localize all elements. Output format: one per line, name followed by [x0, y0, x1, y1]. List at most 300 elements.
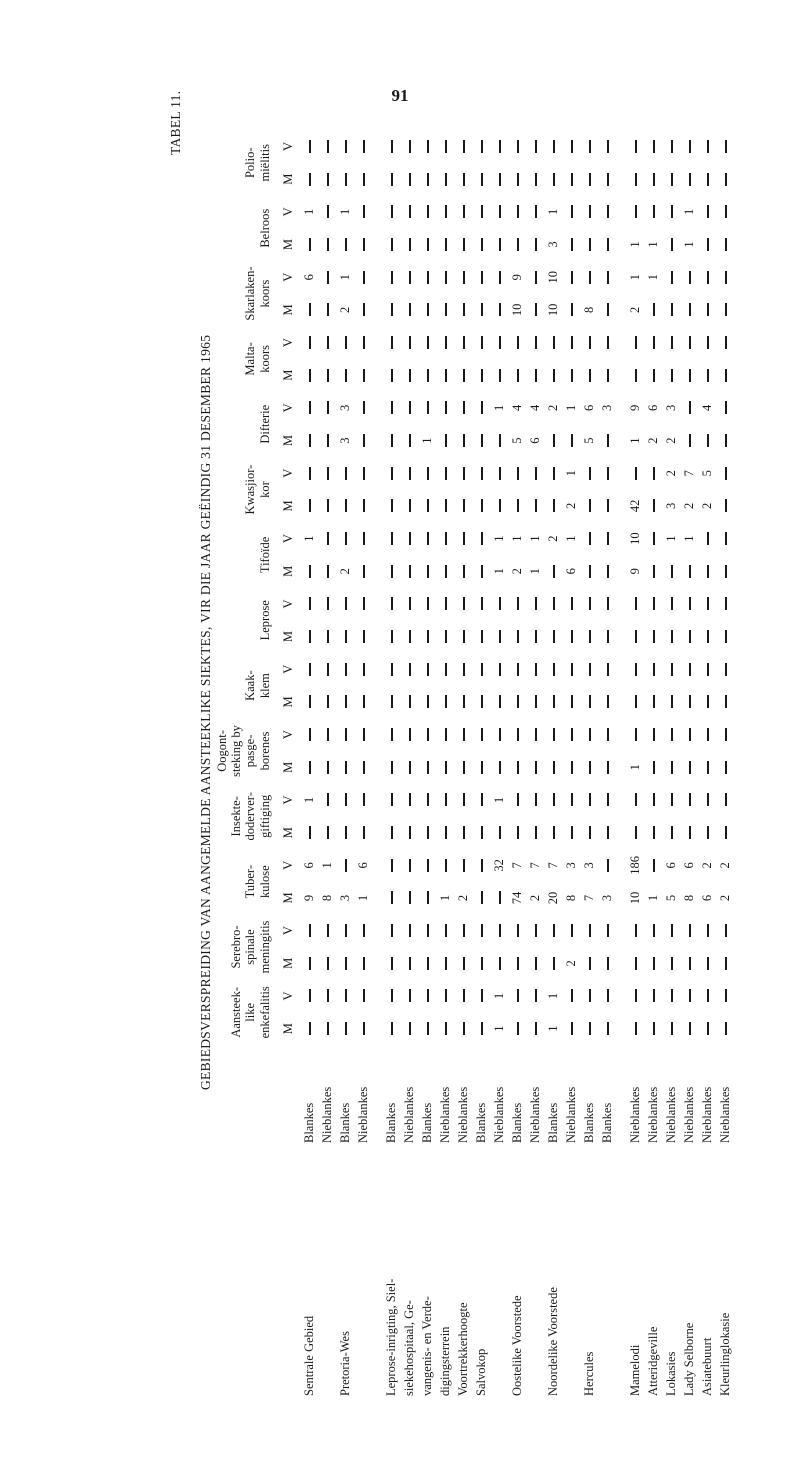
- empty-cell-dash: [580, 718, 598, 751]
- empty-cell-dash: [580, 914, 598, 947]
- dash-mark: [391, 761, 392, 774]
- empty-cell-dash: [526, 163, 544, 196]
- dash-mark: [571, 630, 572, 643]
- dash-mark: [309, 467, 310, 480]
- empty-cell-dash: [716, 588, 734, 621]
- empty-cell-dash: [662, 163, 680, 196]
- dash-mark: [725, 957, 726, 970]
- dash-mark: [499, 761, 500, 774]
- dash-mark: [481, 434, 482, 447]
- empty-cell-dash: [454, 947, 472, 980]
- dash-mark: [427, 173, 428, 186]
- empty-cell-dash: [400, 522, 418, 555]
- empty-cell-dash: [544, 718, 562, 751]
- empty-cell-dash: [300, 130, 318, 163]
- dash-mark: [689, 663, 690, 676]
- empty-cell-dash: [508, 130, 526, 163]
- empty-cell-dash: [454, 784, 472, 817]
- dash-mark: [427, 793, 428, 806]
- dash-mark: [653, 663, 654, 676]
- empty-cell-dash: [598, 555, 616, 588]
- empty-cell-dash: [544, 751, 562, 784]
- dash-mark: [671, 140, 672, 153]
- empty-cell-dash: [318, 816, 336, 849]
- count-cell: 1: [627, 437, 642, 444]
- dash-mark: [409, 532, 410, 545]
- population-label: Blankes: [419, 1102, 434, 1143]
- dash-mark: [653, 859, 654, 872]
- dash-mark: [327, 663, 328, 676]
- dash-mark: [327, 303, 328, 316]
- empty-cell-dash: [490, 228, 508, 261]
- empty-cell-dash: [698, 294, 716, 327]
- empty-cell-dash: [580, 784, 598, 817]
- dash-mark: [345, 728, 346, 741]
- empty-cell-dash: [354, 326, 372, 359]
- empty-cell-dash: [318, 490, 336, 523]
- empty-cell-dash: [318, 980, 336, 1013]
- empty-cell-dash: [580, 555, 598, 588]
- empty-cell-dash: [644, 653, 662, 686]
- empty-cell-dash: [716, 359, 734, 392]
- empty-cell-dash: [300, 424, 318, 457]
- empty-cell-dash: [562, 261, 580, 294]
- dash-mark: [327, 761, 328, 774]
- dash-mark: [327, 140, 328, 153]
- empty-cell-dash: [526, 588, 544, 621]
- empty-cell-dash: [508, 457, 526, 490]
- empty-cell-dash: [716, 947, 734, 980]
- dash-mark: [725, 761, 726, 774]
- dash-mark: [671, 728, 672, 741]
- empty-cell-dash: [454, 490, 472, 523]
- count-cell: 186: [627, 855, 642, 875]
- empty-cell-dash: [680, 718, 698, 751]
- empty-cell-dash: [698, 620, 716, 653]
- empty-cell-dash: [300, 228, 318, 261]
- dash-mark: [327, 336, 328, 349]
- dash-mark: [345, 369, 346, 382]
- empty-cell-dash: [354, 686, 372, 719]
- empty-cell-dash: [336, 653, 354, 686]
- dash-mark: [391, 336, 392, 349]
- dash-mark: [409, 565, 410, 578]
- empty-cell-dash: [418, 882, 436, 915]
- dash-mark: [725, 401, 726, 414]
- empty-cell-dash: [490, 914, 508, 947]
- dash-mark: [517, 924, 518, 937]
- dash-mark: [445, 271, 446, 284]
- dash-mark: [391, 369, 392, 382]
- dash-mark: [725, 695, 726, 708]
- dash-mark: [635, 205, 636, 218]
- table-row: [662, 130, 680, 1400]
- dash-mark: [689, 173, 690, 186]
- dash-mark: [653, 499, 654, 512]
- empty-cell-dash: [698, 588, 716, 621]
- dash-mark: [463, 793, 464, 806]
- count-cell: 6: [301, 274, 316, 281]
- dash-mark: [463, 532, 464, 545]
- empty-cell-dash: [418, 1012, 436, 1045]
- dash-mark: [363, 467, 364, 480]
- empty-cell-dash: [662, 718, 680, 751]
- dash-mark: [327, 728, 328, 741]
- table-row: [300, 130, 318, 1400]
- dash-mark: [653, 532, 654, 545]
- count-cell: 1: [663, 535, 678, 542]
- dash-mark: [607, 1022, 608, 1035]
- empty-cell-dash: [490, 424, 508, 457]
- empty-cell-dash: [598, 1012, 616, 1045]
- dash-mark: [589, 532, 590, 545]
- dash-mark: [445, 532, 446, 545]
- dash-mark: [345, 173, 346, 186]
- count-cell: 1: [437, 894, 452, 902]
- count-cell: 1: [563, 404, 578, 412]
- empty-cell-dash: [662, 653, 680, 686]
- empty-cell-dash: [644, 751, 662, 784]
- dash-mark: [635, 663, 636, 676]
- empty-cell-dash: [544, 424, 562, 457]
- dash-mark: [535, 336, 536, 349]
- empty-cell-dash: [716, 686, 734, 719]
- dash-mark: [571, 205, 572, 218]
- dash-mark: [499, 695, 500, 708]
- empty-cell-dash: [626, 359, 644, 392]
- empty-cell-dash: [580, 130, 598, 163]
- dash-mark: [707, 369, 708, 382]
- empty-cell-dash: [382, 718, 400, 751]
- dash-mark: [345, 761, 346, 774]
- empty-cell-dash: [472, 490, 490, 523]
- empty-cell-dash: [300, 980, 318, 1013]
- dash-mark: [463, 271, 464, 284]
- empty-cell-dash: [580, 196, 598, 229]
- empty-cell-dash: [562, 1012, 580, 1045]
- dash-mark: [391, 728, 392, 741]
- dash-mark: [707, 205, 708, 218]
- dash-mark: [671, 630, 672, 643]
- dash-mark: [689, 957, 690, 970]
- dash-mark: [499, 597, 500, 610]
- dash-mark: [363, 761, 364, 774]
- empty-cell-dash: [698, 751, 716, 784]
- count-cell: 1: [681, 208, 696, 215]
- dash-mark: [363, 238, 364, 251]
- dash-mark: [427, 761, 428, 774]
- dash-mark: [607, 140, 608, 153]
- empty-cell-dash: [716, 490, 734, 523]
- count-cell: 4: [509, 404, 524, 412]
- empty-cell-dash: [626, 457, 644, 490]
- empty-cell-dash: [490, 718, 508, 751]
- dash-mark: [689, 336, 690, 349]
- dash-mark: [391, 532, 392, 545]
- empty-cell-dash: [598, 326, 616, 359]
- empty-cell-dash: [680, 555, 698, 588]
- empty-cell-dash: [382, 653, 400, 686]
- dash-mark: [653, 205, 654, 218]
- dash-mark: [391, 793, 392, 806]
- empty-cell-dash: [472, 228, 490, 261]
- empty-cell-dash: [336, 457, 354, 490]
- dash-mark: [481, 990, 482, 1003]
- empty-cell-dash: [662, 620, 680, 653]
- count-cell: 3: [545, 241, 560, 248]
- count-cell: 5: [663, 894, 678, 902]
- empty-cell-dash: [400, 490, 418, 523]
- dash-mark: [391, 565, 392, 578]
- empty-cell-dash: [418, 228, 436, 261]
- dash-mark: [689, 1022, 690, 1035]
- dash-mark: [553, 695, 554, 708]
- empty-cell-dash: [418, 620, 436, 653]
- empty-cell-dash: [382, 196, 400, 229]
- empty-cell-dash: [698, 522, 716, 555]
- dash-mark: [391, 990, 392, 1003]
- dash-mark: [499, 205, 500, 218]
- dash-mark: [589, 467, 590, 480]
- empty-cell-dash: [400, 1012, 418, 1045]
- empty-cell-dash: [354, 784, 372, 817]
- empty-cell-dash: [598, 163, 616, 196]
- count-cell: 3: [563, 862, 578, 869]
- dash-mark: [363, 826, 364, 839]
- empty-cell-dash: [680, 947, 698, 980]
- empty-cell-dash: [490, 490, 508, 523]
- dash-mark: [635, 369, 636, 382]
- empty-cell-dash: [698, 196, 716, 229]
- empty-cell-dash: [454, 1012, 472, 1045]
- empty-cell-dash: [598, 980, 616, 1013]
- empty-cell-dash: [318, 522, 336, 555]
- dash-mark: [481, 140, 482, 153]
- empty-cell-dash: [698, 261, 716, 294]
- dash-mark: [309, 695, 310, 708]
- empty-cell-dash: [472, 914, 490, 947]
- empty-cell-dash: [318, 294, 336, 327]
- empty-cell-dash: [562, 130, 580, 163]
- dash-mark: [409, 761, 410, 774]
- dash-mark: [725, 303, 726, 316]
- empty-cell-dash: [544, 653, 562, 686]
- dash-mark: [635, 793, 636, 806]
- empty-cell-dash: [318, 130, 336, 163]
- empty-cell-dash: [436, 359, 454, 392]
- dash-mark: [653, 336, 654, 349]
- empty-cell-dash: [598, 130, 616, 163]
- empty-cell-dash: [472, 947, 490, 980]
- empty-cell-dash: [382, 686, 400, 719]
- empty-cell-dash: [354, 588, 372, 621]
- population-label: Nieblankes: [527, 1086, 542, 1143]
- dash-mark: [499, 434, 500, 447]
- dash-mark: [481, 401, 482, 414]
- column-header: Polio- miëlitis: [243, 144, 272, 182]
- empty-cell-dash: [318, 588, 336, 621]
- empty-cell-dash: [644, 522, 662, 555]
- dash-mark: [607, 826, 608, 839]
- dash-mark: [635, 924, 636, 937]
- empty-cell-dash: [454, 980, 472, 1013]
- dash-mark: [571, 140, 572, 153]
- dash-mark: [707, 630, 708, 643]
- empty-cell-dash: [382, 947, 400, 980]
- population-label: Nieblankes: [491, 1086, 506, 1143]
- dash-mark: [499, 663, 500, 676]
- empty-cell-dash: [472, 751, 490, 784]
- empty-cell-dash: [662, 686, 680, 719]
- empty-cell-dash: [626, 914, 644, 947]
- dash-mark: [427, 369, 428, 382]
- dash-mark: [327, 826, 328, 839]
- empty-cell-dash: [626, 686, 644, 719]
- dash-mark: [607, 499, 608, 512]
- empty-cell-dash: [562, 228, 580, 261]
- empty-cell-dash: [662, 261, 680, 294]
- empty-cell-dash: [544, 686, 562, 719]
- empty-cell-dash: [418, 914, 436, 947]
- empty-cell-dash: [436, 490, 454, 523]
- table-row: [354, 130, 372, 1400]
- empty-cell-dash: [626, 196, 644, 229]
- count-cell: 1: [627, 274, 642, 281]
- dash-mark: [409, 990, 410, 1003]
- empty-cell-dash: [318, 555, 336, 588]
- count-cell: 6: [645, 404, 660, 412]
- table-row: [400, 130, 418, 1400]
- empty-cell-dash: [418, 686, 436, 719]
- dash-mark: [345, 793, 346, 806]
- empty-cell-dash: [382, 588, 400, 621]
- empty-cell-dash: [336, 686, 354, 719]
- count-cell: 6: [681, 862, 696, 869]
- dash-mark: [363, 793, 364, 806]
- dash-mark: [517, 597, 518, 610]
- table-row: [336, 130, 354, 1400]
- dash-mark: [707, 140, 708, 153]
- empty-cell-dash: [318, 457, 336, 490]
- dash-mark: [589, 173, 590, 186]
- empty-cell-dash: [300, 947, 318, 980]
- dash-mark: [725, 205, 726, 218]
- empty-cell-dash: [318, 914, 336, 947]
- sex-header-v: V: [280, 534, 295, 544]
- dash-mark: [409, 695, 410, 708]
- empty-cell-dash: [354, 261, 372, 294]
- empty-cell-dash: [580, 457, 598, 490]
- count-cell: 8: [581, 306, 596, 314]
- empty-cell-dash: [436, 718, 454, 751]
- dash-mark: [391, 238, 392, 251]
- dash-mark: [327, 238, 328, 251]
- dash-mark: [445, 1022, 446, 1035]
- empty-cell-dash: [716, 620, 734, 653]
- dash-mark: [481, 761, 482, 774]
- dash-mark: [653, 467, 654, 480]
- dash-mark: [427, 630, 428, 643]
- dash-mark: [481, 957, 482, 970]
- table-row: [626, 130, 644, 1400]
- dash-mark: [571, 793, 572, 806]
- empty-cell-dash: [644, 718, 662, 751]
- empty-cell-dash: [318, 392, 336, 425]
- sex-header-v: V: [280, 207, 295, 217]
- dash-mark: [653, 565, 654, 578]
- empty-cell-dash: [580, 359, 598, 392]
- sex-header-v: V: [280, 664, 295, 674]
- empty-cell-dash: [382, 980, 400, 1013]
- empty-cell-dash: [580, 228, 598, 261]
- dash-mark: [571, 924, 572, 937]
- dash-mark: [535, 793, 536, 806]
- dash-mark: [363, 140, 364, 153]
- empty-cell-dash: [454, 196, 472, 229]
- empty-cell-dash: [526, 130, 544, 163]
- dash-mark: [607, 369, 608, 382]
- empty-cell-dash: [662, 751, 680, 784]
- sex-header-v: V: [280, 991, 295, 1001]
- empty-cell-dash: [626, 718, 644, 751]
- dash-mark: [463, 303, 464, 316]
- place-label: Lady Selborne: [681, 1322, 696, 1396]
- empty-cell-dash: [680, 816, 698, 849]
- dash-mark: [517, 826, 518, 839]
- dash-mark: [327, 957, 328, 970]
- dash-mark: [671, 205, 672, 218]
- dash-mark: [517, 336, 518, 349]
- dash-mark: [481, 826, 482, 839]
- dash-mark: [607, 859, 608, 872]
- count-cell: 10: [627, 532, 642, 545]
- empty-cell-dash: [300, 163, 318, 196]
- dash-mark: [363, 597, 364, 610]
- population-label: Nieblankes: [717, 1086, 732, 1143]
- dash-mark: [517, 467, 518, 480]
- empty-cell-dash: [436, 816, 454, 849]
- empty-cell-dash: [472, 849, 490, 882]
- empty-cell-dash: [400, 816, 418, 849]
- dash-mark: [589, 957, 590, 970]
- dash-mark: [689, 369, 690, 382]
- dash-mark: [345, 663, 346, 676]
- dash-mark: [707, 271, 708, 284]
- empty-cell-dash: [400, 914, 418, 947]
- dash-mark: [725, 826, 726, 839]
- empty-cell-dash: [400, 163, 418, 196]
- dash-mark: [607, 205, 608, 218]
- empty-cell-dash: [644, 588, 662, 621]
- empty-cell-dash: [318, 718, 336, 751]
- empty-cell-dash: [418, 718, 436, 751]
- empty-cell-dash: [598, 490, 616, 523]
- dash-mark: [635, 630, 636, 643]
- dash-mark: [345, 532, 346, 545]
- sex-header-v: V: [280, 338, 295, 348]
- dash-mark: [671, 303, 672, 316]
- dash-mark: [517, 630, 518, 643]
- empty-cell-dash: [644, 1012, 662, 1045]
- empty-cell-dash: [454, 326, 472, 359]
- empty-cell-dash: [508, 718, 526, 751]
- dash-mark: [445, 630, 446, 643]
- empty-cell-dash: [526, 653, 544, 686]
- dash-mark: [363, 401, 364, 414]
- count-cell: 6: [581, 404, 596, 412]
- dash-mark: [481, 597, 482, 610]
- empty-cell-dash: [354, 490, 372, 523]
